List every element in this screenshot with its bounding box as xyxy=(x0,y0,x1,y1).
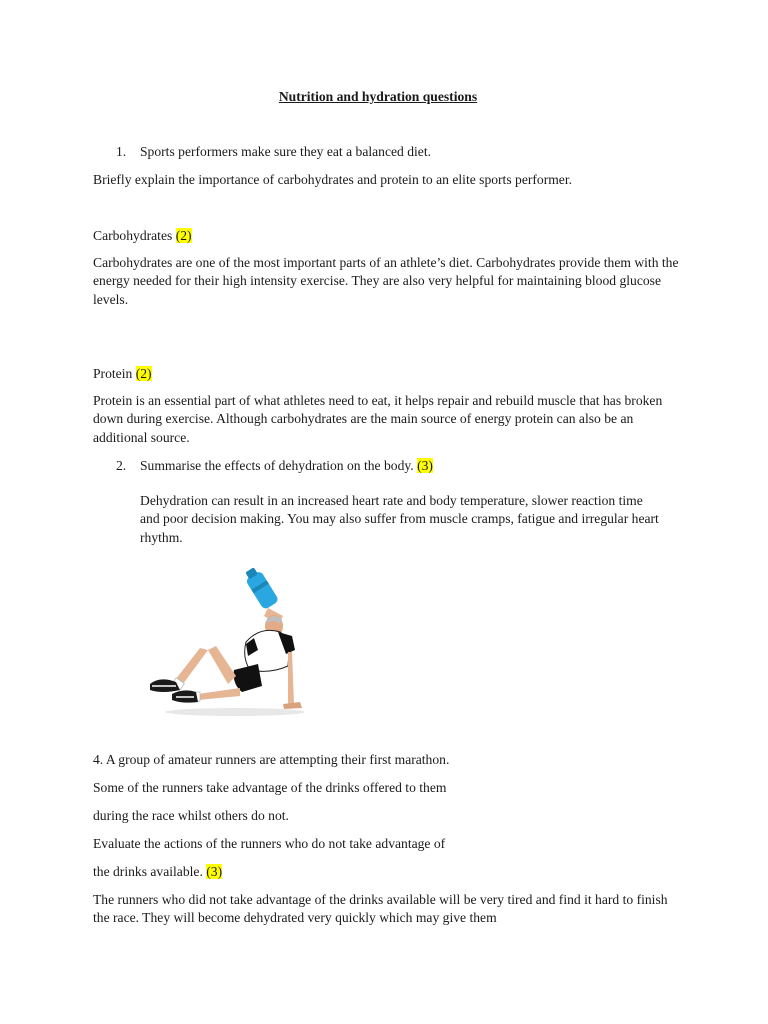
protein-heading xyxy=(93,365,152,383)
protein-answer: Protein is an essential part of what athletes need to eat, it helps repair and rebuild muscle that has broken down during exercise. Although carbohydrates are the main source of energy protein can also be an additional source. xyxy=(93,393,663,445)
page-title: Nutrition and hydration questions xyxy=(278,89,478,104)
question-4-line-3: during the race whilst others do not. xyxy=(93,808,289,823)
question-4-line-2: Some of the runners take advantage of the drinks offered to them xyxy=(93,780,447,795)
carbohydrates-label: Carbohydrates xyxy=(93,228,173,243)
question-4-line-5-text: the drinks available. xyxy=(93,864,203,879)
question-4-line-5 xyxy=(93,863,222,881)
question-4-answer: The runners who did not take advantage of the drinks available will be very tired and find it hard to finish the race. They will become dehydrated very quickly which may give them xyxy=(93,892,668,926)
carbohydrates-marks: (2) xyxy=(175,228,192,243)
question-2-marks: (3) xyxy=(417,458,433,473)
question-1-number: 1. xyxy=(116,144,127,159)
question-2-number: 2. xyxy=(116,458,127,473)
question-2-text: Summarise the effects of dehydration on the body. xyxy=(140,458,414,473)
protein-marks: (2) xyxy=(135,366,152,381)
carbohydrates-heading xyxy=(93,227,192,245)
carbohydrates-answer: Carbohydrates are one of the most important parts of an athlete’s diet. Carbohydrates provide them with the energy needed for their high intensity exercise. They are also very helpful for maintaining blood glucose levels. xyxy=(93,255,679,307)
athlete-drinking-from-bottle-icon xyxy=(140,566,315,721)
question-2 xyxy=(116,457,433,475)
protein-label: Protein xyxy=(93,366,133,381)
question-1 xyxy=(116,143,431,161)
question-4-line-4: Evaluate the actions of the runners who do not take advantage of xyxy=(93,836,446,851)
question-4-line-1: 4. A group of amateur runners are attempting their first marathon. xyxy=(93,752,450,767)
question-2-answer: Dehydration can result in an increased heart rate and body temperature, slower reaction time and poor decision making. You may also suffer from muscle cramps, fatigue and irregular heart rhythm. xyxy=(140,493,659,545)
question-4-marks: (3) xyxy=(206,864,223,879)
question-1-text: Sports performers make sure they eat a balanced diet. xyxy=(140,144,432,159)
question-1-instruction: Briefly explain the importance of carbohydrates and protein to an elite sports performer. xyxy=(93,172,573,187)
athlete-drinking-illustration xyxy=(140,566,315,721)
